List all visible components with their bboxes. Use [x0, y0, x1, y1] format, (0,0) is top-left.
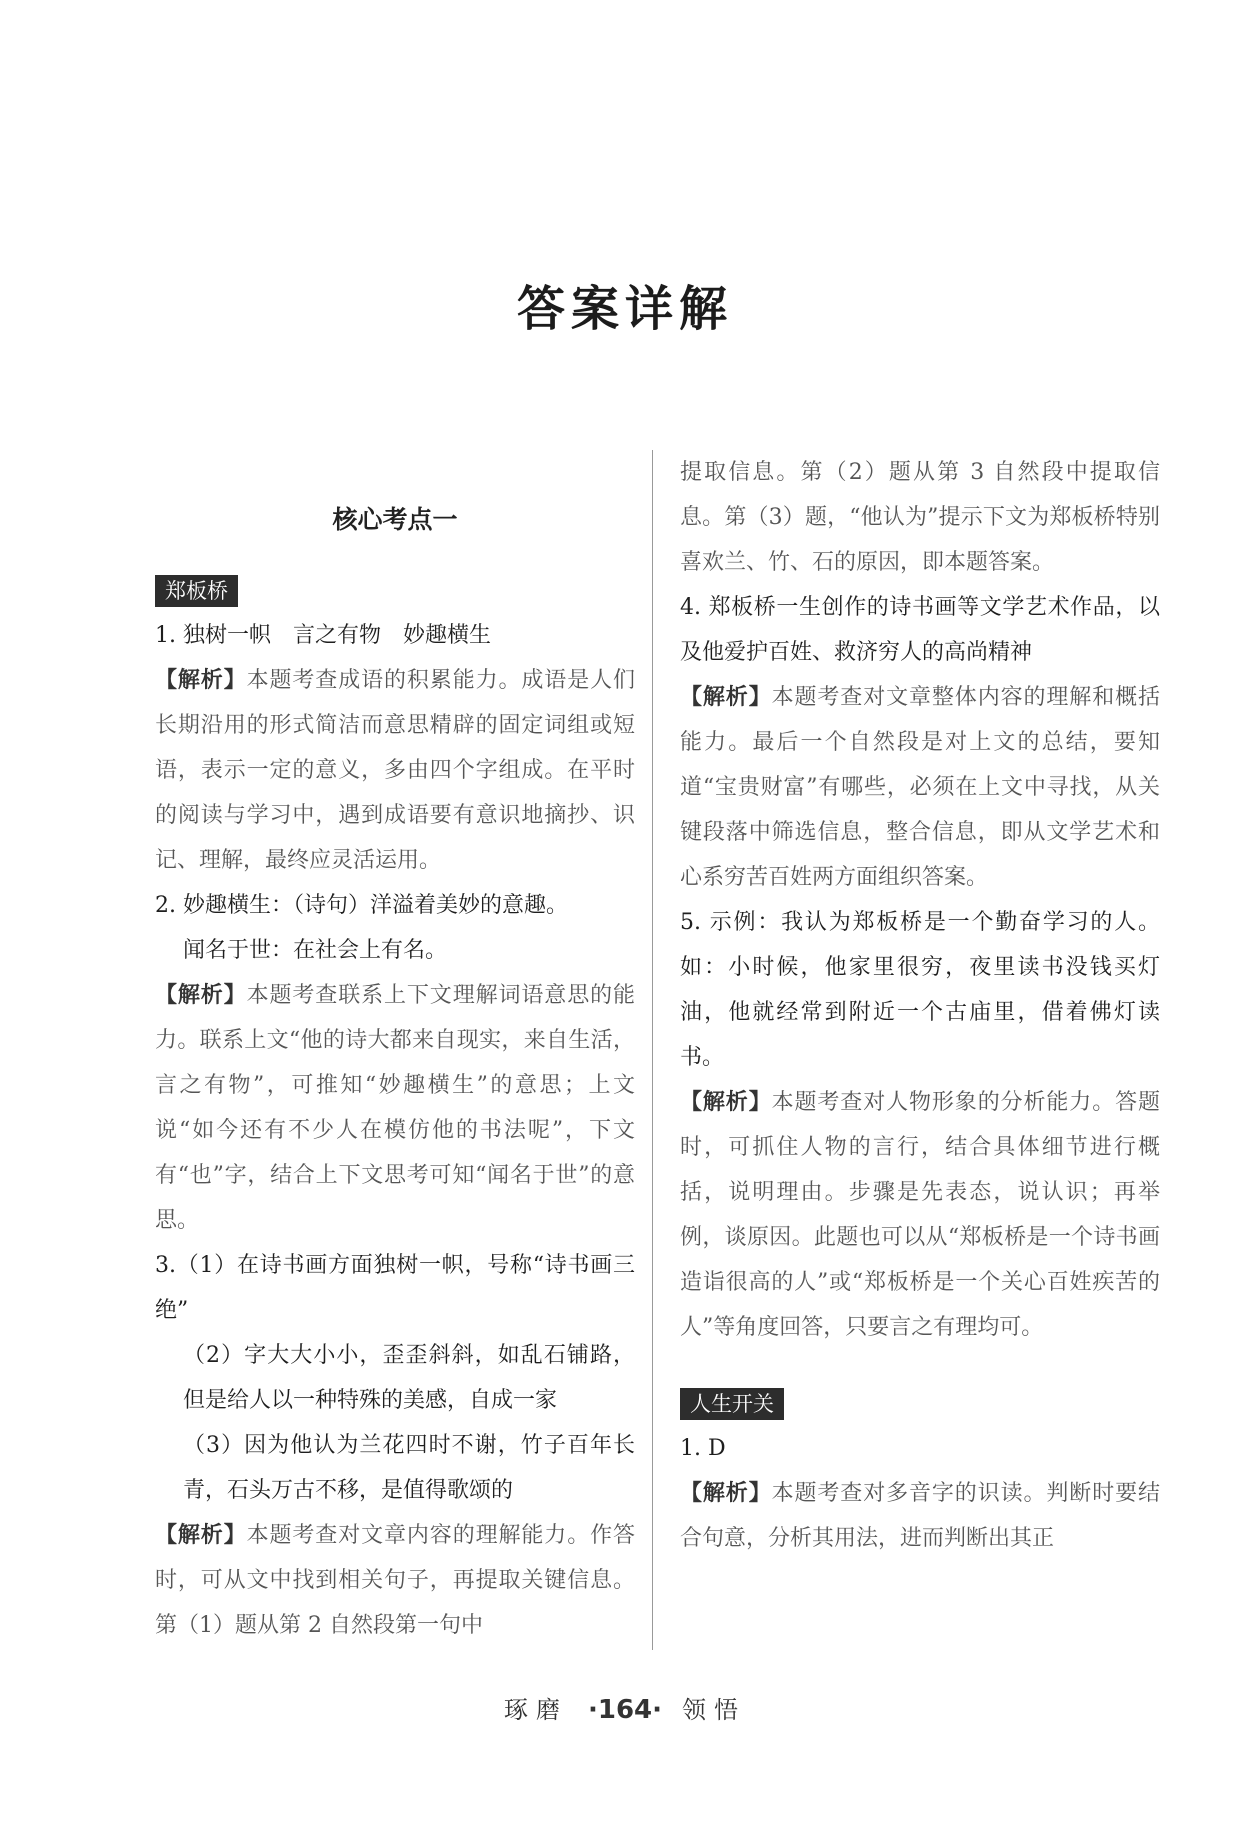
page-number: ·164·	[587, 1695, 663, 1725]
answer-4: 4. 郑板桥一生创作的诗书画等文学艺术作品，以及他爱护百姓、救济穷人的高尚精神	[680, 595, 1160, 665]
footer-right-text: 领悟	[682, 1696, 747, 1724]
analysis-4: 【解析】本题考查对文章整体内容的理解和概括能力。最后一个自然段是对上文的总结，要知道“宝贵财富”有哪些，必须在上文中寻找，从关键段落中筛选信息，整合信息，即从文学艺术和心系穷苦百姓两方面组织答案。	[680, 685, 1160, 890]
analysis-3: 【解析】本题考查对文章内容的理解能力。作答时，可从文中找到相关句子，再提取关键信息。第（1）题从第 2 自然段第一句中	[155, 1523, 635, 1638]
analysis-1: 【解析】本题考查成语的积累能力。成语是人们长期沿用的形式简洁而意思精辟的固定词组或短语，表示一定的意义，多由四个字组成。在平时的阅读与学习中，遇到成语要有意识地摘抄、识记、理解，最终应灵活运用。	[155, 668, 635, 873]
answer-3-2: （2）字大大小小，歪歪斜斜，如乱石铺路，但是给人以一种特殊的美感，自成一家	[183, 1343, 635, 1413]
analysis-label: 【解析】	[155, 668, 247, 693]
analysis-label: 【解析】	[155, 1523, 247, 1548]
analysis-rs-1: 【解析】本题考查对多音字的识读。判断时要结合句意，分析其用法，进而判断出其正	[680, 1481, 1160, 1551]
answer-rs-1: 1. D	[680, 1436, 726, 1461]
page-title: 答案详解	[516, 281, 733, 337]
section-tag-rensheng: 人生开关	[680, 1388, 784, 1420]
analysis-3-continued: 提取信息。第（2）题从第 3 自然段中提取信息。第（3）题，“他认为”提示下文为郑板桥特别喜欢兰、竹、石的原因，即本题答案。	[680, 460, 1160, 575]
answer-3-3: （3）因为他认为兰花四时不谢，竹子百年长青，石头万古不移，是值得歌颂的	[183, 1433, 635, 1503]
analysis-label: 【解析】	[680, 685, 772, 710]
column-divider	[652, 450, 653, 1650]
left-column	[155, 440, 635, 1648]
right-column	[680, 450, 1160, 1561]
analysis-label: 【解析】	[155, 983, 247, 1008]
footer-left-text: 琢磨	[503, 1696, 568, 1724]
answer-2b: 闻名于世：在社会上有名。	[183, 938, 448, 963]
answer-3-1: 3.（1）在诗书画方面独树一帜，号称“诗书画三绝”	[155, 1253, 635, 1323]
analysis-2: 【解析】本题考查联系上下文理解词语意思的能力。联系上文“他的诗大都来自现实，来自生活，言之有物”，可推知“妙趣横生”的意思；上文说“如今还有不少人在模仿他的书法呢”，下文有“也”字，结合上下文思考可知“闻名于世”的意思。	[155, 983, 635, 1233]
answer-1: 1. 独树一帜 言之有物 妙趣横生	[155, 623, 491, 648]
section-heading: 核心考点一	[332, 505, 458, 534]
analysis-label: 【解析】	[680, 1090, 772, 1115]
analysis-5: 【解析】本题考查对人物形象的分析能力。答题时，可抓住人物的言行，结合具体细节进行概括，说明理由。步骤是先表态，说认识；再举例，谈原因。此题也可以从“郑板桥是一个诗书画造诣很高的人”或“郑板桥是一个关心百姓疾苦的人”等角度回答，只要言之有理均可。	[680, 1090, 1160, 1340]
analysis-label: 【解析】	[680, 1481, 772, 1506]
section-tag-zhengbanqiao: 郑板桥	[155, 575, 238, 607]
page-footer	[0, 1690, 1250, 1725]
answer-5: 5. 示例：我认为郑板桥是一个勤奋学习的人。如：小时候，他家里很穷，夜里读书没钱买灯油，他就经常到附近一个古庙里，借着佛灯读书。	[680, 910, 1160, 1070]
answer-2a: 2. 妙趣横生：（诗句）洋溢着美妙的意趣。	[155, 893, 568, 918]
